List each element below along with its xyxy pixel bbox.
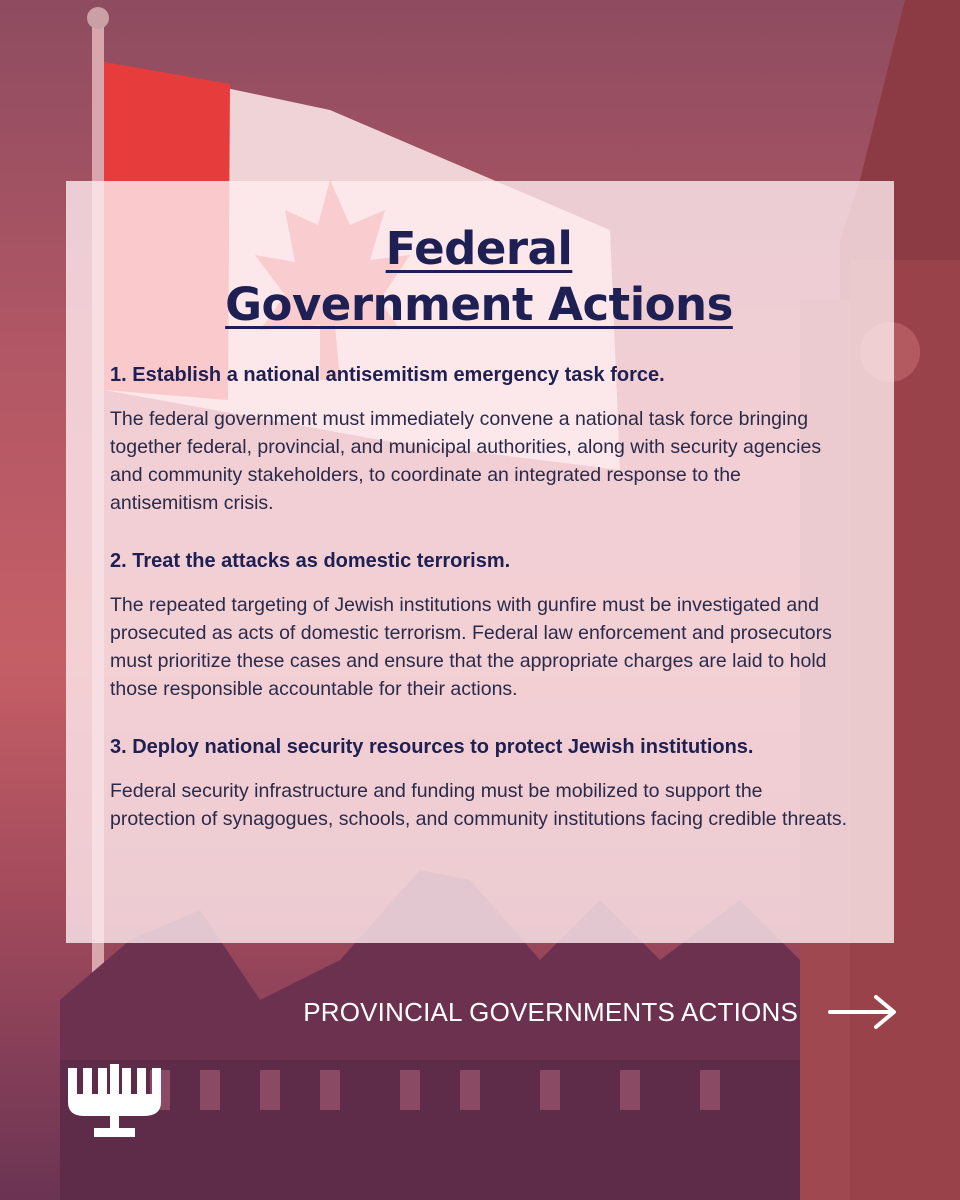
content-card [66,181,894,943]
action-heading: 1. Establish a national antisemitism emergency task force. [110,364,665,386]
action-item-3 [110,733,848,833]
arrow-right-icon [828,994,898,1030]
menorah-icon [66,1064,162,1144]
action-body: Federal security infrastructure and funding must be mobilized to support the protection of synagogues, schools, and community institutions facing credible threats. [110,780,848,830]
action-heading: 3. Deploy national security resources to protect Jewish institutions. [110,736,754,758]
title-line-2: Government Actions [225,278,733,331]
action-body: The repeated targeting of Jewish institutions with gunfire must be investigated and prosecuted as acts of domestic terrorism. Federal law enforcement and prosecutors must prioritize these cases and ensure that the appropriate charges are laid to hold those responsible accountable for their actions. [110,594,832,700]
next-slide-link[interactable] [303,994,898,1030]
next-slide-label: PROVINCIAL GOVERNMENTS ACTIONS [303,996,798,1027]
page-title [110,221,848,333]
action-body: The federal government must immediately convene a national task force bringing together federal, provincial, and municipal authorities, along with security agencies and community stakeholders, to coordinate an integrated response to the antisemitism crisis. [110,408,822,514]
action-item-2 [110,547,848,703]
action-heading: 2. Treat the attacks as domestic terrorism. [110,550,511,572]
action-item-1 [110,361,848,517]
title-line-1: Federal [385,222,573,275]
flagpole-finial [87,7,109,29]
